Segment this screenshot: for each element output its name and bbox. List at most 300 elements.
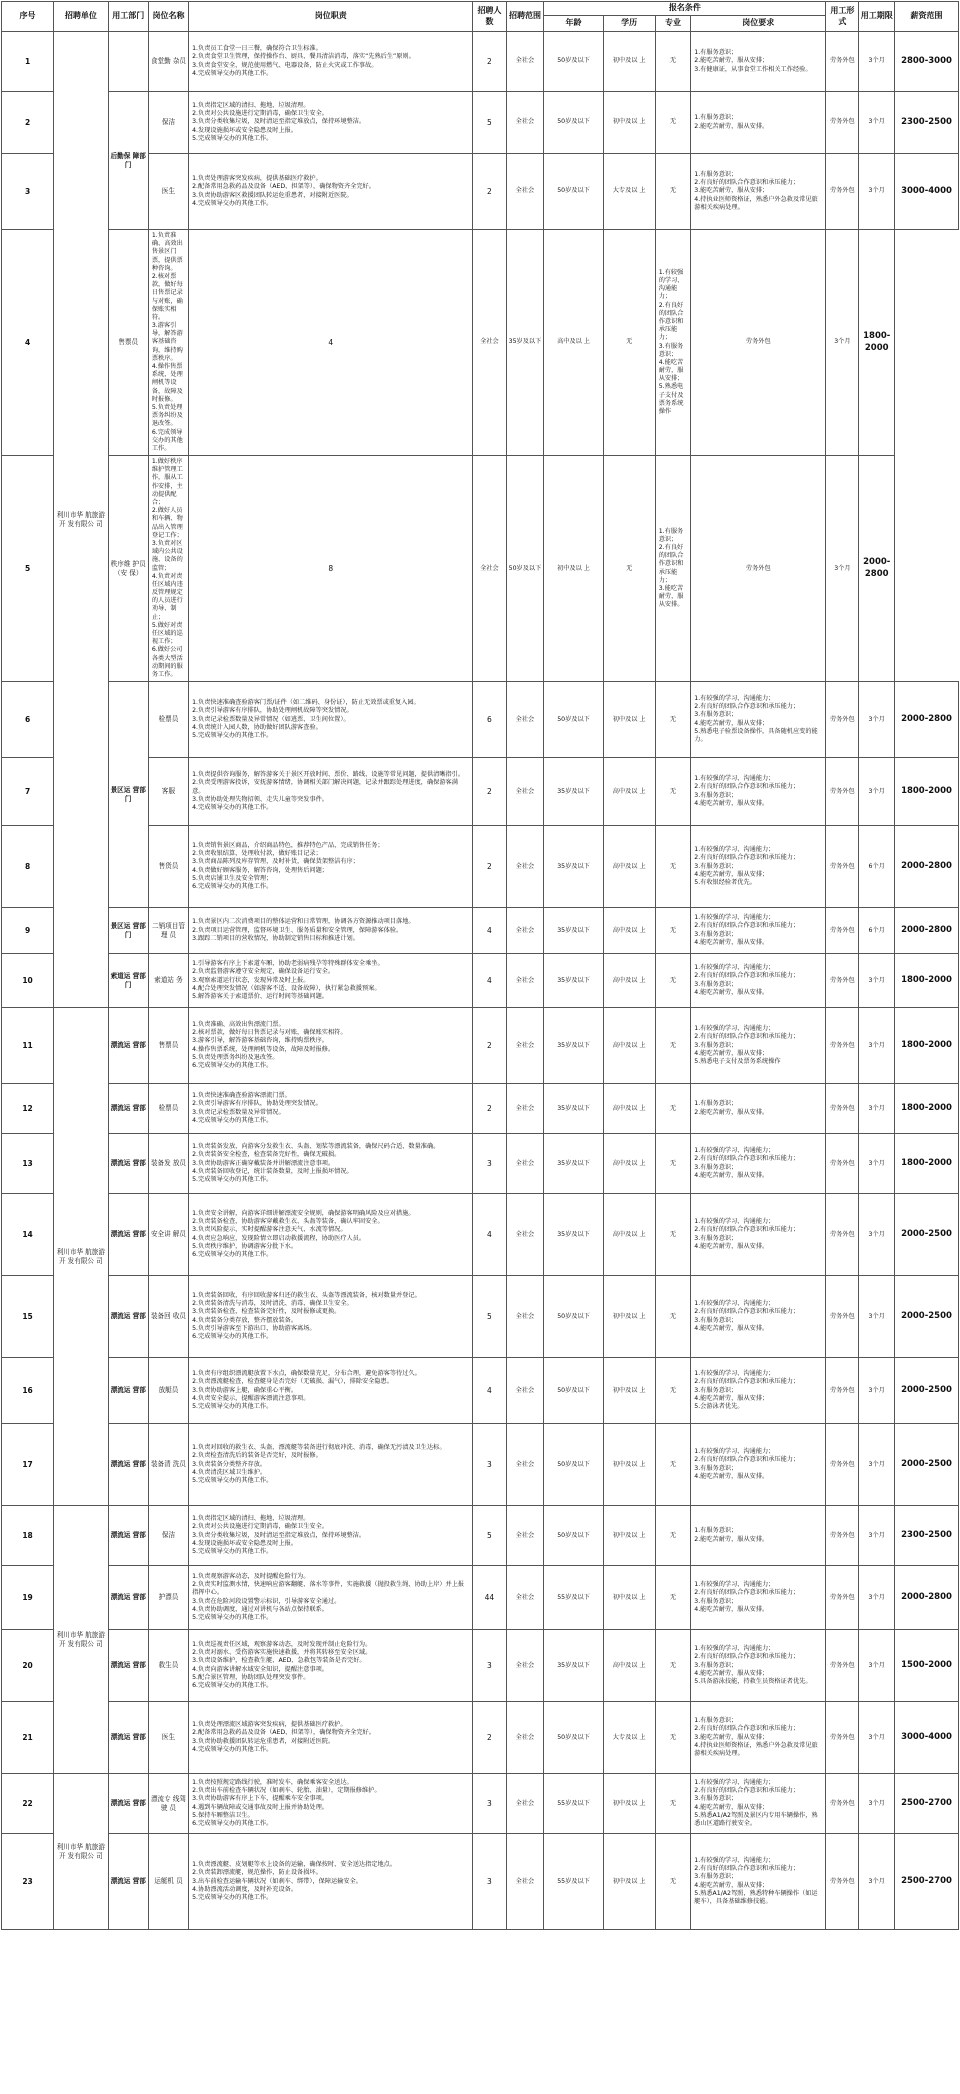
duty-item: 3.负责协助游客上艇，确保重心平衡。: [192, 1386, 298, 1394]
requirement-list: [691, 1276, 826, 1358]
major: 无: [655, 1276, 691, 1358]
duty-item: 3.负责装备检查，检查装备完好性，及时报修或更换。: [192, 1308, 341, 1316]
row-seq: 6: [2, 682, 54, 758]
table-row: [2, 1506, 959, 1566]
duty-item: 3.出车前检查运输车辆状况（如刹车、绑带），保障运输安全。: [192, 1877, 362, 1885]
header-conditions: 报名条件: [544, 2, 826, 16]
requirement-item: 4.能吃苦耐劳，服从安排；: [694, 1049, 769, 1057]
requirement-item: 3.有服务意识；: [658, 342, 684, 358]
recruiting-unit: 利川市华 航旅游开 发有限公 司: [54, 32, 108, 1008]
requirement-list: [691, 758, 826, 826]
position-name: 售票员: [108, 230, 148, 456]
headcount: 2: [473, 32, 506, 92]
duty-item: 3.负责协助救援团队转运危重患者，对接附近医院。: [192, 1737, 335, 1745]
headcount: 4: [473, 908, 506, 954]
header-seq: 序号: [2, 2, 54, 32]
age-limit: 50岁及以下: [544, 154, 603, 230]
employment-period: 3个月: [859, 682, 895, 758]
requirement-item: 3.有服务意识；: [694, 791, 738, 799]
age-limit: 35岁及以下: [544, 1134, 603, 1194]
salary-range: 2000-2500: [894, 1358, 958, 1424]
duty-item: 5.负责处理票务纠纷及退改签。: [192, 1053, 279, 1061]
duty-item: 6.完成领导交办的其他工作。: [151, 428, 183, 452]
department: 漂流运 营部: [108, 1630, 148, 1702]
duty-item: 3.负责分类收集垃圾，及时清运至指定堆放点，保持环境整洁。: [192, 1531, 366, 1539]
duty-item: 6.完成领导交办的其他工作。: [192, 1251, 273, 1258]
employment-form: 劳务外包: [826, 954, 859, 1008]
employment-form: 劳务外包: [826, 1702, 859, 1774]
major: 无: [655, 154, 691, 230]
requirement-list: [691, 1194, 826, 1276]
table-row: [2, 1276, 959, 1358]
requirement-item: 2.有良好的团队合作意识和承压能力；: [694, 922, 800, 930]
education: 高中及以 上: [544, 230, 603, 456]
duty-item: 2.负责实时监测水情，快速响应游客翻艇、落水等事件，实施救援（抛投救生绳、协助上岸）并上报指挥中心。: [192, 1581, 465, 1597]
employment-form: 劳务外包: [826, 1834, 859, 1930]
position-name: 安全讲 解员: [148, 1194, 188, 1276]
position-name: 售货员: [148, 826, 188, 908]
duty-item: 1.负责指定区域的清扫、拖地、垃圾清理。: [192, 1515, 310, 1523]
major: 无: [603, 230, 655, 456]
employment-form: 劳务外包: [826, 1084, 859, 1134]
salary-range: 2300-2500: [894, 92, 958, 154]
education: 初中及以 上: [603, 1358, 655, 1424]
position-name: 装备发 放员: [148, 1134, 188, 1194]
requirement-item: 1.有服务意识；: [658, 527, 684, 543]
department: 漂流运 营部: [108, 1134, 148, 1194]
age-limit: 50岁及以下: [544, 1702, 603, 1774]
employment-form: 劳务外包: [826, 1276, 859, 1358]
position-name: 保洁: [148, 1506, 188, 1566]
duty-item: 2.负责检查清洗后的装备是否完好，及时报修。: [192, 1452, 322, 1460]
row-seq: 15: [2, 1276, 54, 1358]
requirement-item: 3.有服务意识；: [694, 1041, 738, 1049]
requirement-item: 4.能吃苦耐劳，服从安排；: [658, 358, 684, 383]
table-row: [2, 32, 959, 92]
requirement-item: 2.有良好的团队合作意识和承压能力；: [694, 1226, 800, 1234]
age-limit: 50岁及以下: [544, 1424, 603, 1506]
duty-item: 3.负责协助处理失物招领、走失儿童等突发事件。: [192, 795, 328, 803]
duty-item: 1.引导游客有序上下索道车厢，协助老弱病残孕等特殊群体安全乘坐。: [192, 960, 384, 968]
duty-item: 4.遇到车辆故障或交通事故及时上报并协助处理。: [192, 1803, 328, 1811]
requirement-item: 5.熟悉电子支付及票务系统操作: [694, 1057, 781, 1065]
requirement-item: 3.有健康证，从事食堂工作相关工作经验。: [694, 65, 812, 73]
duty-item: 5.保持车厢整洁卫生。: [192, 1811, 254, 1819]
requirement-item: 3.能吃苦耐劳，服从安排；: [694, 187, 769, 195]
duty-list: [148, 456, 188, 682]
requirement-item: 2.有良好的团队合作意识和承压能力；: [694, 1155, 800, 1163]
recruit-scope: 全社会: [506, 1774, 544, 1834]
requirement-item: 1.有较强的学习、沟通能力；: [694, 1645, 775, 1653]
recruit-scope: 全社会: [506, 826, 544, 908]
salary-range: 2000-2500: [894, 1424, 958, 1506]
employment-period: 3个月: [859, 1424, 895, 1506]
education: 高中及以 上: [603, 908, 655, 954]
duty-item: 4.负责装备回收登记，统计装备数量，及时上报损坏情况。: [192, 1167, 353, 1175]
duty-item: 1.负责准确、高效出售景区门票，提供票种咨询。: [151, 232, 183, 272]
table-row: [2, 908, 959, 954]
duty-list: [189, 1506, 473, 1566]
recruiting-unit: 利川市华 航旅游开 发有限公 司: [54, 1008, 108, 1506]
headcount: 3: [473, 1134, 506, 1194]
employment-period: 3个月: [859, 758, 895, 826]
requirement-item: 1.有较强的学习、沟通能力；: [694, 1370, 775, 1378]
position-name: 医生: [148, 154, 188, 230]
duty-item: 5.完成领导交办的其他工作。: [192, 1476, 273, 1484]
row-seq: 16: [2, 1358, 54, 1424]
salary-range: 2000-2800: [859, 456, 895, 682]
duty-item: 6.完成领导交办的其他工作。: [192, 883, 273, 890]
duty-item: 3.游客引导，解答游客基础咨询，维持购票秩序。: [192, 1037, 328, 1045]
table-row: [2, 1566, 959, 1630]
duty-item: 1.负责快速准确查验游客门票/证件（如二维码、身份证），防止无效票或重复入园。: [192, 699, 420, 707]
duty-item: 2.负责对溺水、受伤游客实施快速救援，并将其转移至安全区域。: [192, 1649, 372, 1657]
major: 无: [655, 908, 691, 954]
duty-item: 5.负责店铺卫生及安全管理；: [192, 874, 273, 882]
education: 初中及以 上: [603, 1424, 655, 1506]
requirement-item: 3.有服务意识；: [694, 1234, 738, 1242]
department-cell-empty: [108, 32, 148, 92]
requirement-item: 4.能吃苦耐劳，服从安排。: [694, 988, 769, 996]
duty-item: 1.做好秩序维护管理工作，服从工作安排，主动提供配合；: [151, 458, 183, 506]
requirement-item: 1.有服务意识；: [694, 1527, 738, 1535]
recruitment-table: [1, 1, 959, 1930]
employment-form: 劳务外包: [826, 758, 859, 826]
position-name: 秩序维 护员 （安 保）: [108, 456, 148, 682]
requirement-item: 4.能吃苦耐劳，服从安排；: [694, 1669, 769, 1677]
duty-list: [189, 1834, 473, 1930]
duty-item: 3.负责分类收集垃圾，及时清运至指定堆放点，保持环境整洁。: [192, 118, 366, 126]
age-limit: 35岁及以下: [544, 758, 603, 826]
employment-form: 劳务外包: [826, 1424, 859, 1506]
employment-form: 劳务外包: [826, 92, 859, 154]
salary-range: 2300-2500: [894, 1506, 958, 1566]
duty-item: 5.完成领导交办的其他工作。: [192, 731, 273, 739]
major: 无: [655, 32, 691, 92]
header-position: 岗位名称: [148, 2, 188, 32]
major: 无: [655, 954, 691, 1008]
department: 漂流运 营部: [108, 1834, 148, 1930]
employment-form: 劳务外包: [826, 154, 859, 230]
duty-item: 4.负责对责任区域内违反管理规定的人员进行劝导、制止；: [151, 572, 183, 621]
requirement-item: 2.有良好的团队合作意识和承压能力；: [694, 1456, 800, 1464]
major: 无: [655, 92, 691, 154]
education: 初中及以 上: [603, 1506, 655, 1566]
duty-list: [148, 230, 188, 456]
requirement-list: [691, 1630, 826, 1702]
requirement-item: 3.有服务意识；: [694, 1163, 738, 1171]
requirement-item: 5.具备游泳技能，持救生员资格证者优先。: [694, 1677, 812, 1685]
duty-item: 4.操作售票系统，处理闸机等设备，故障及时报修。: [192, 1045, 335, 1053]
department: 漂流运 营部: [108, 1084, 148, 1134]
duty-item: 2.配备常用急救药品及设备（AED、担架等），确保物资齐全完好。: [192, 183, 375, 191]
employment-form: 劳务外包: [826, 1358, 859, 1424]
duty-list: [189, 908, 473, 954]
table-row: [2, 1834, 959, 1930]
duty-item: 2.负责项目运营管理，监督环境卫生、服务质量和安全管理，保障游客体验。: [192, 926, 403, 934]
requirement-item: 1.有较强的学习、沟通能力；: [694, 1779, 775, 1787]
salary-range: 2500-2700: [894, 1774, 958, 1834]
recruit-scope: 全社会: [506, 1194, 544, 1276]
header-major: 专业: [655, 16, 691, 32]
age-limit: 35岁及以下: [544, 1084, 603, 1134]
employment-period: 3个月: [859, 92, 895, 154]
table-row: [2, 230, 959, 456]
department: 漂流运 营部: [108, 1276, 148, 1358]
requirement-list: [691, 954, 826, 1008]
major: 无: [655, 1566, 691, 1630]
header-unit: 招聘单位: [54, 2, 108, 32]
employment-form: 劳务外包: [691, 456, 826, 682]
duty-item: 2.负责漂流艇检查，检查艇身是否完好（无破损、漏气），排除安全隐患。: [192, 1378, 393, 1386]
requirement-item: 1.有较强的学习、沟通能力；: [694, 964, 775, 972]
headcount: 3: [473, 1834, 506, 1930]
header-dept: 用工部门: [108, 2, 148, 32]
row-seq: 21: [2, 1702, 54, 1774]
requirement-item: 5.会游泳者优先。: [694, 1402, 744, 1410]
employment-form: 劳务外包: [826, 908, 859, 954]
salary-range: 3000-4000: [894, 154, 958, 230]
duty-item: 3.负责协助游客有序上下车，提醒乘车安全事项。: [192, 1795, 328, 1803]
header-form: 用工形式: [826, 2, 859, 32]
duty-list: [189, 1084, 473, 1134]
position-name: 装备回 收员: [148, 1276, 188, 1358]
department: 景区运 营部门: [108, 908, 148, 954]
row-seq: 1: [2, 32, 54, 92]
employment-period: 6个月: [859, 826, 895, 908]
requirement-item: 1.有较强的学习、沟通能力；: [694, 1300, 775, 1308]
salary-range: 1500-2000: [894, 1630, 958, 1702]
table-row: [2, 1424, 959, 1506]
education: 大专及以 上: [603, 1702, 655, 1774]
salary-range: 2000-2500: [894, 1194, 958, 1276]
department: 漂流运 营部: [108, 1702, 148, 1774]
headcount: 2: [473, 758, 506, 826]
education: 初中及以 上: [603, 682, 655, 758]
duty-item: 2.负责装卸漂流艇，规范操作，防止设备损坏。: [192, 1869, 322, 1877]
duty-item: 4.配合处理突发情况（如游客不适、设备故障），执行紧急救援预案。: [192, 984, 381, 992]
department: 景区运 营部门: [108, 682, 148, 908]
duty-item: 5.负责秩序维护，协调游客分批下水。: [192, 1242, 298, 1250]
requirement-item: 5.熟悉A1/A2驾照及景区内专用车辆操作，熟悉山区道路行驶安全。: [694, 1811, 818, 1827]
row-seq: 11: [2, 1008, 54, 1084]
duty-item: 5.完成领导交办的其他工作。: [192, 1893, 273, 1901]
duty-item: 4.负责向游客讲解水域安全知识，提醒注意事项。: [192, 1665, 328, 1673]
requirement-item: 4.能吃苦耐劳，服从安排；: [694, 870, 769, 878]
department: 索道运 营部门: [108, 954, 148, 1008]
employment-period: 3个月: [859, 1276, 895, 1358]
duty-item: 4.负责统计入园人数，协助做好团队游客查验。: [192, 723, 322, 731]
employment-period: 3个月: [859, 954, 895, 1008]
headcount: 5: [473, 92, 506, 154]
requirement-item: 1.有服务意识；: [694, 171, 738, 179]
requirement-item: 1.有服务意识；: [694, 1717, 738, 1725]
header-scope: 招聘范围: [506, 2, 544, 32]
requirement-item: 4.持执业医师资格证，熟悉户外急救及常见旅游相关疾病处理。: [694, 195, 818, 211]
duty-item: 1.负责观察游客动态，及时提醒危险行为。: [192, 1573, 310, 1581]
duty-item: 5.完成领导交办的其他工作。: [192, 1402, 273, 1410]
duty-item: 2.核对票款，做好每日售票记录与对账，确保账实相符。: [151, 272, 183, 321]
employment-form: 劳务外包: [826, 1194, 859, 1276]
salary-range: 1800-2000: [894, 758, 958, 826]
duty-list: [189, 1566, 473, 1630]
requirement-list: [691, 908, 826, 954]
recruit-scope: 全社会: [506, 908, 544, 954]
recruiting-unit: 利川市华 航旅游开 发有限公 司: [54, 1506, 108, 1774]
requirement-item: 4.能吃苦耐劳，服从安排。: [694, 799, 769, 807]
requirement-item: 2.有良好的团队合作意识和承压能力；: [694, 1033, 800, 1041]
employment-form: 劳务外包: [826, 1134, 859, 1194]
requirement-item: 4.能吃苦耐劳，服从安排。: [694, 1171, 769, 1179]
major: 无: [655, 1194, 691, 1276]
row-seq: 10: [2, 954, 54, 1008]
duty-item: 2.负责对公共设施进行定期消毒，确保卫生安全。: [192, 1523, 328, 1531]
duty-item: 4.操作售票系统，处理闸机等设备，故障及时报修。: [151, 363, 183, 403]
requirement-item: 2.有良好的团队合作意识和承压能力；: [694, 179, 800, 187]
headcount: 4: [473, 1194, 506, 1276]
requirement-item: 4.能吃苦耐劳，服从安排。: [694, 1605, 769, 1613]
row-seq: 17: [2, 1424, 54, 1506]
duty-item: 2.负责装备检查，协助游客穿戴救生衣、头盔等装备，确认牢固安全。: [192, 1218, 384, 1226]
requirement-list: [655, 230, 691, 456]
duty-item: 1.负责员工食堂一日三餐，确保符合卫生标准。: [192, 45, 322, 53]
duty-item: 4.完成领导交办的其他工作。: [192, 1116, 273, 1124]
salary-range: 1800-2000: [859, 230, 895, 456]
headcount: 2: [473, 154, 506, 230]
row-seq: 9: [2, 908, 54, 954]
requirement-item: 2.能吃苦耐劳，服从安排；: [694, 57, 769, 65]
age-limit: 50岁及以下: [544, 92, 603, 154]
headcount: 2: [473, 1084, 506, 1134]
requirement-list: [691, 1506, 826, 1566]
duty-item: 4.发现设施损坏或安全隐患及时上报。: [192, 1539, 298, 1547]
requirement-item: 2.能吃苦耐劳，服从安排。: [694, 122, 769, 130]
duty-item: 2.负责收银结算，处理收付款，做好账目记录；: [192, 850, 322, 858]
duty-item: 1.负责处理漂流区域游客突发疾病，提供基础医疗救护。: [192, 1721, 347, 1729]
recruit-scope: 全社会: [506, 1358, 544, 1424]
requirement-item: 5.熟悉A1/A2驾照，熟悉特种车辆操作（如运艇车），具备基础维修技能。: [694, 1889, 818, 1905]
major: 无: [655, 1702, 691, 1774]
employment-period: 3个月: [859, 32, 895, 92]
duty-item: 4.负责协助调度，通过对讲机与各站点保持联系。: [192, 1605, 328, 1613]
headcount: 3: [473, 1774, 506, 1834]
employment-period: 3个月: [859, 1134, 895, 1194]
requirement-list: [691, 1566, 826, 1630]
recruit-scope: 全社会: [506, 1702, 544, 1774]
requirement-item: 2.有良好的团队合作意识和承压能力；: [694, 854, 800, 862]
duty-item: 1.负责处理游客突发疾病，提供基础医疗救护。: [192, 175, 322, 183]
salary-range: 2800-3000: [894, 32, 958, 92]
requirement-item: 2.能吃苦耐劳，服从安排。: [694, 1535, 769, 1543]
position-name: 检票员: [148, 1084, 188, 1134]
requirement-list: [691, 1084, 826, 1134]
requirement-item: 3.有服务意识；: [694, 980, 738, 988]
duty-item: 4.负责装备分类存放，整齐摆放装备。: [192, 1316, 298, 1324]
requirement-item: 3.有服务意识；: [694, 862, 738, 870]
salary-range: 1800-2000: [894, 954, 958, 1008]
major: 无: [655, 758, 691, 826]
employment-form: 劳务外包: [826, 826, 859, 908]
recruit-scope: 全社会: [506, 758, 544, 826]
recruit-scope: 全社会: [506, 1008, 544, 1084]
employment-period: 3个月: [859, 1774, 895, 1834]
education: 大专及以 上: [603, 154, 655, 230]
headcount: 4: [473, 1358, 506, 1424]
header-duty: 岗位职责: [189, 2, 473, 32]
duty-item: 5.完成领导交办的其他工作。: [192, 1175, 273, 1183]
employment-period: 3个月: [859, 154, 895, 230]
position-name: 救生员: [148, 1630, 188, 1702]
requirement-list: [691, 1134, 826, 1194]
table-row: [2, 456, 959, 682]
duty-item: 2.负责装备安全检查，检查装备完好性，确保无破损。: [192, 1151, 341, 1159]
duty-item: 6.完成领导交办的其他工作。: [192, 1062, 273, 1069]
age-limit: 35岁及以下: [506, 230, 544, 456]
position-name: 漂流专 线驾驶 员: [148, 1774, 188, 1834]
age-limit: 35岁及以下: [544, 826, 603, 908]
duty-list: [189, 1276, 473, 1358]
requirement-item: 1.有较强的学习、沟通能力；: [694, 914, 775, 922]
requirement-list: [691, 1008, 826, 1084]
requirement-item: 3.有服务意识；: [694, 1597, 738, 1605]
age-limit: 50岁及以下: [544, 32, 603, 92]
education: 高中及以 上: [603, 954, 655, 1008]
headcount: 4: [473, 954, 506, 1008]
employment-form: 劳务外包: [826, 1008, 859, 1084]
department: 漂流运 营部: [108, 1566, 148, 1630]
duty-item: 6.完成领导交办的其他工作。: [192, 1333, 273, 1340]
position-name: 装备清 洗员: [148, 1424, 188, 1506]
requirement-item: 2.有良好的团队合作意识和承压能力；: [694, 783, 800, 791]
duty-item: 4.发现设施损坏或安全隐患及时上报。: [192, 126, 298, 134]
table-body: [2, 32, 959, 1930]
department: 漂流运 营部: [108, 1506, 148, 1566]
duty-item: 3.负责记录检票数量及异常情况。: [192, 1108, 285, 1116]
education: 高中及以 上: [603, 1630, 655, 1702]
row-seq: 20: [2, 1630, 54, 1702]
duty-item: 3.观察索道运行状态，发现异常及时上报。: [192, 976, 310, 984]
employment-period: 6个月: [859, 908, 895, 954]
header-education: 学历: [603, 16, 655, 32]
duty-list: [189, 826, 473, 908]
duty-item: 4.协助漂流活动调度，及时补充设备。: [192, 1885, 298, 1893]
salary-range: 1800-2000: [894, 1134, 958, 1194]
salary-range: 2000-2800: [894, 682, 958, 758]
duty-item: 5.解答游客关于索道票价、运行时间等基础问题。: [192, 992, 328, 1000]
duty-item: 6.做好公司各类大型活动期间的服务工作。: [151, 646, 183, 678]
position-name: 索道站 务: [148, 954, 188, 1008]
major: 无: [655, 1424, 691, 1506]
table-row: [2, 1774, 959, 1834]
employment-period: 3个月: [859, 1358, 895, 1424]
duty-list: [189, 32, 473, 92]
major: 无: [655, 1630, 691, 1702]
employment-period: 3个月: [826, 230, 859, 456]
duty-item: 1.负责有序组织漂流艇放置下水点，确保数量充足，分布合理，避免游客等待过久。: [192, 1370, 421, 1378]
requirement-item: 1.有较强的学习、沟通能力；: [694, 1147, 775, 1155]
duty-item: 1.负责准确、高效出售漂流门票。: [192, 1021, 285, 1029]
header-salary: 薪资范围: [894, 2, 958, 32]
requirement-item: 2.能吃苦耐劳，服从安排。: [694, 1108, 769, 1116]
duty-item: 5.完成领导交办的其他工作。: [192, 134, 273, 142]
recruit-scope: 全社会: [473, 230, 506, 456]
employment-form: 劳务外包: [826, 1630, 859, 1702]
age-limit: 35岁及以下: [544, 908, 603, 954]
row-seq: 14: [2, 1194, 54, 1276]
duty-item: 1.负责销售景区商品，介绍商品特色，推荐特色产品，完成销售任务；: [192, 842, 384, 850]
education: 初中及以 上: [603, 1774, 655, 1834]
requirement-item: 4.持执业医师资格证，熟悉户外急救及常见旅游相关疾病处理。: [694, 1741, 818, 1757]
